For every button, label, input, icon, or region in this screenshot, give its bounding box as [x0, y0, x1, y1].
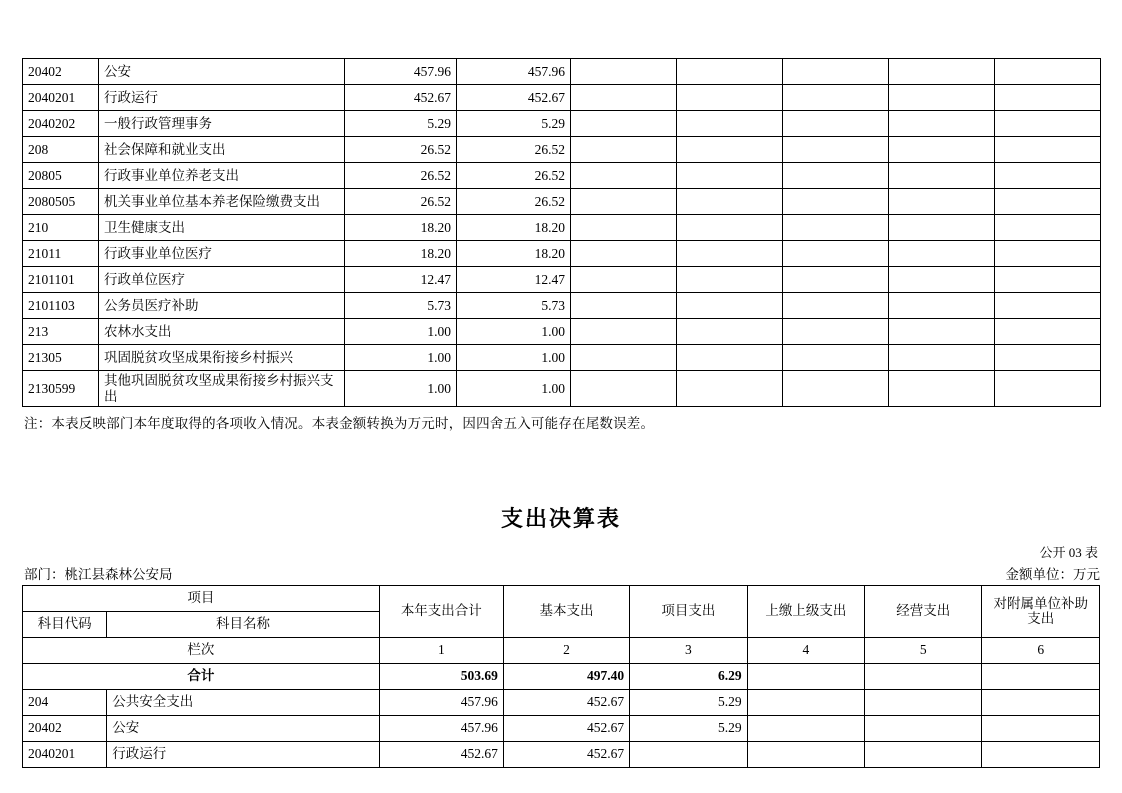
- cell-c6: [889, 85, 995, 111]
- cell-name: 卫生健康支出: [99, 215, 345, 241]
- cell-c1: 457.96: [345, 59, 457, 85]
- cell-c7: [995, 371, 1101, 407]
- cell-c1: 452.67: [345, 85, 457, 111]
- cell-c7: [995, 111, 1101, 137]
- cell-c2: 18.20: [457, 215, 571, 241]
- cell-code: 20402: [23, 715, 107, 741]
- cell-c7: [995, 293, 1101, 319]
- cell-name: 其他巩固脱贫攻坚成果衔接乡村振兴支出: [99, 371, 345, 407]
- table-row: [23, 267, 1101, 293]
- public-label: 公开 03 表: [1039, 545, 1098, 561]
- cell-c5: [865, 689, 982, 715]
- income-table-continued: [22, 0, 1100, 432]
- cell-name: 公共安全支出: [107, 689, 380, 715]
- cell-c4: [747, 689, 864, 715]
- cell-c1: 452.67: [379, 741, 503, 767]
- header-num-5: 5: [865, 637, 982, 663]
- cell-c4: [677, 267, 783, 293]
- header-num-3: 3: [630, 637, 747, 663]
- cell-c3: [630, 741, 747, 767]
- cell-code: 210: [23, 215, 99, 241]
- cell-c6: [889, 215, 995, 241]
- cell-c2: 5.73: [457, 293, 571, 319]
- cell-c3: [571, 85, 677, 111]
- cell-c6: [889, 163, 995, 189]
- cell-c4: [677, 85, 783, 111]
- cell-c2: 452.67: [503, 689, 629, 715]
- expenditure-table-body: [23, 663, 1100, 767]
- cell-name: 机关事业单位基本养老保险缴费支出: [99, 189, 345, 215]
- cell-c3: [571, 371, 677, 407]
- cell-c3: [571, 215, 677, 241]
- cell-c6: [982, 689, 1100, 715]
- cell-name: 行政单位医疗: [99, 267, 345, 293]
- cell-c4: [677, 241, 783, 267]
- table-row: [23, 663, 1100, 689]
- cell-name: 行政事业单位医疗: [99, 241, 345, 267]
- cell-c5: [783, 371, 889, 407]
- cell-c2: 452.67: [503, 741, 629, 767]
- header-col-3: 项目支出: [630, 585, 747, 637]
- expenditure-section: [22, 502, 1100, 768]
- header-col-4: 上缴上级支出: [747, 585, 864, 637]
- cell-c6: [982, 715, 1100, 741]
- table-row: [23, 137, 1101, 163]
- cell-code: 2040201: [23, 741, 107, 767]
- cell-c1: 26.52: [345, 137, 457, 163]
- cell-c6: [889, 345, 995, 371]
- income-table: [22, 58, 1101, 407]
- cell-c4: [677, 371, 783, 407]
- header-project-group: 项目: [23, 585, 380, 611]
- cell-c6: [889, 241, 995, 267]
- cell-c4: [747, 715, 864, 741]
- cell-c2: 457.96: [457, 59, 571, 85]
- cell-c4: [747, 741, 864, 767]
- cell-name: 一般行政管理事务: [99, 111, 345, 137]
- header-name-col: 科目名称: [107, 611, 380, 637]
- cell-c2: 5.29: [457, 111, 571, 137]
- cell-c4: [677, 345, 783, 371]
- cell-c5: [783, 137, 889, 163]
- cell-c2: 1.00: [457, 345, 571, 371]
- table-row: [23, 85, 1101, 111]
- cell-c5: [783, 163, 889, 189]
- table-row: [23, 715, 1100, 741]
- header-col-2: 基本支出: [503, 585, 629, 637]
- cell-c7: [995, 163, 1101, 189]
- cell-c5: [865, 663, 982, 689]
- cell-c6: [889, 137, 995, 163]
- cell-c2: 452.67: [457, 85, 571, 111]
- cell-c5: [783, 319, 889, 345]
- cell-c3: [571, 59, 677, 85]
- department-label: 部门：桃江县森林公安局: [24, 566, 173, 582]
- cell-c6: [889, 111, 995, 137]
- cell-code: 2101103: [23, 293, 99, 319]
- cell-code: 204: [23, 689, 107, 715]
- cell-code: 2101101: [23, 267, 99, 293]
- cell-code: 208: [23, 137, 99, 163]
- cell-name: 行政运行: [99, 85, 345, 111]
- cell-c4: [747, 663, 864, 689]
- cell-c2: 26.52: [457, 163, 571, 189]
- cell-c1: 1.00: [345, 319, 457, 345]
- cell-c2: 12.47: [457, 267, 571, 293]
- cell-c6: [982, 663, 1100, 689]
- cell-c1: 18.20: [345, 241, 457, 267]
- cell-c6: [889, 371, 995, 407]
- cell-code: 2040201: [23, 85, 99, 111]
- income-table-body: [23, 59, 1101, 407]
- cell-c1: 18.20: [345, 215, 457, 241]
- cell-c4: [677, 215, 783, 241]
- cell-c6: [889, 59, 995, 85]
- table-row: [23, 741, 1100, 767]
- cell-c3: [571, 111, 677, 137]
- header-num-6: 6: [982, 637, 1100, 663]
- expenditure-table: [22, 585, 1100, 768]
- cell-c6: [889, 293, 995, 319]
- cell-c7: [995, 319, 1101, 345]
- cell-code: 21011: [23, 241, 99, 267]
- table-row: [23, 319, 1101, 345]
- cell-code: 20402: [23, 59, 99, 85]
- header-num-1: 1: [379, 637, 503, 663]
- cell-c4: [677, 293, 783, 319]
- cell-c5: [783, 59, 889, 85]
- cell-c3: [571, 163, 677, 189]
- cell-name: 农林水支出: [99, 319, 345, 345]
- cell-c2: 1.00: [457, 371, 571, 407]
- cell-c5: [783, 345, 889, 371]
- cell-code: 21305: [23, 345, 99, 371]
- cell-c4: [677, 319, 783, 345]
- cell-c2: 1.00: [457, 319, 571, 345]
- cell-c7: [995, 59, 1101, 85]
- cell-name: 行政运行: [107, 741, 380, 767]
- cell-c6: [982, 741, 1100, 767]
- cell-c7: [995, 241, 1101, 267]
- header-col-5: 经营支出: [865, 585, 982, 637]
- table-row: [23, 59, 1101, 85]
- cell-c7: [995, 189, 1101, 215]
- cell-c1: 26.52: [345, 189, 457, 215]
- table-row: [23, 371, 1101, 407]
- cell-c1: 503.69: [379, 663, 503, 689]
- table-row: [23, 111, 1101, 137]
- cell-c5: [783, 215, 889, 241]
- table-note: 注：本表反映部门本年度取得的各项收入情况。本表金额转换为万元时，因四舍五入可能存在尾数误差。: [24, 416, 655, 432]
- table-row: [23, 345, 1101, 371]
- cell-c6: [889, 189, 995, 215]
- cell-c2: 26.52: [457, 189, 571, 215]
- cell-c1: 457.96: [379, 689, 503, 715]
- cell-c1: 26.52: [345, 163, 457, 189]
- cell-c4: [677, 163, 783, 189]
- cell-c1: 1.00: [345, 345, 457, 371]
- cell-c1: 5.73: [345, 293, 457, 319]
- cell-c2: 452.67: [503, 715, 629, 741]
- cell-name: 巩固脱贫攻坚成果衔接乡村振兴: [99, 345, 345, 371]
- cell-c7: [995, 345, 1101, 371]
- cell-c3: 6.29: [630, 663, 747, 689]
- table-row: [23, 293, 1101, 319]
- cell-c4: [677, 111, 783, 137]
- cell-c2: 497.40: [503, 663, 629, 689]
- cell-c1: 1.00: [345, 371, 457, 407]
- cell-c3: [571, 293, 677, 319]
- cell-c2: 18.20: [457, 241, 571, 267]
- cell-c1: 5.29: [345, 111, 457, 137]
- cell-c3: [571, 319, 677, 345]
- cell-c6: [889, 319, 995, 345]
- cell-c3: 5.29: [630, 689, 747, 715]
- cell-c3: [571, 189, 677, 215]
- header-num-4: 4: [747, 637, 864, 663]
- cell-c5: [783, 85, 889, 111]
- cell-c4: [677, 137, 783, 163]
- header-col-6: 对附属单位补助支出: [982, 585, 1100, 637]
- header-num-2: 2: [503, 637, 629, 663]
- cell-c5: [783, 267, 889, 293]
- cell-c6: [889, 267, 995, 293]
- cell-c7: [995, 215, 1101, 241]
- cell-c3: [571, 241, 677, 267]
- table-row: [23, 163, 1101, 189]
- cell-c5: [783, 189, 889, 215]
- table-row: [23, 215, 1101, 241]
- cell-c3: [571, 345, 677, 371]
- table-row: [23, 241, 1101, 267]
- header-col-1: 本年支出合计: [379, 585, 503, 637]
- cell-code: 2080505: [23, 189, 99, 215]
- cell-code: 2040202: [23, 111, 99, 137]
- header-row-label: 栏次: [23, 637, 380, 663]
- cell-c5: [783, 293, 889, 319]
- cell-c2: 26.52: [457, 137, 571, 163]
- cell-c4: [677, 189, 783, 215]
- cell-name: 公安: [107, 715, 380, 741]
- cell-c5: [865, 715, 982, 741]
- page-title: 支出决算表: [500, 506, 621, 532]
- table-row: [23, 189, 1101, 215]
- cell-c4: [677, 59, 783, 85]
- header-code-col: 科目代码: [23, 611, 107, 637]
- cell-name: 行政事业单位养老支出: [99, 163, 345, 189]
- cell-c5: [865, 741, 982, 767]
- table-header-row-numbers: [23, 637, 1100, 663]
- cell-name: 合计: [23, 663, 380, 689]
- cell-code: 2130599: [23, 371, 99, 407]
- cell-name: 公安: [99, 59, 345, 85]
- cell-c7: [995, 137, 1101, 163]
- cell-c7: [995, 85, 1101, 111]
- cell-c3: [571, 267, 677, 293]
- table-row: [23, 689, 1100, 715]
- cell-code: 213: [23, 319, 99, 345]
- cell-c7: [995, 267, 1101, 293]
- cell-c1: 457.96: [379, 715, 503, 741]
- cell-c5: [783, 111, 889, 137]
- cell-code: 20805: [23, 163, 99, 189]
- cell-name: 公务员医疗补助: [99, 293, 345, 319]
- unit-label: 金额单位：万元: [1005, 566, 1100, 582]
- cell-c5: [783, 241, 889, 267]
- cell-name: 社会保障和就业支出: [99, 137, 345, 163]
- cell-c3: [571, 137, 677, 163]
- table-header-row-1: [23, 585, 1100, 611]
- cell-c1: 12.47: [345, 267, 457, 293]
- cell-c3: 5.29: [630, 715, 747, 741]
